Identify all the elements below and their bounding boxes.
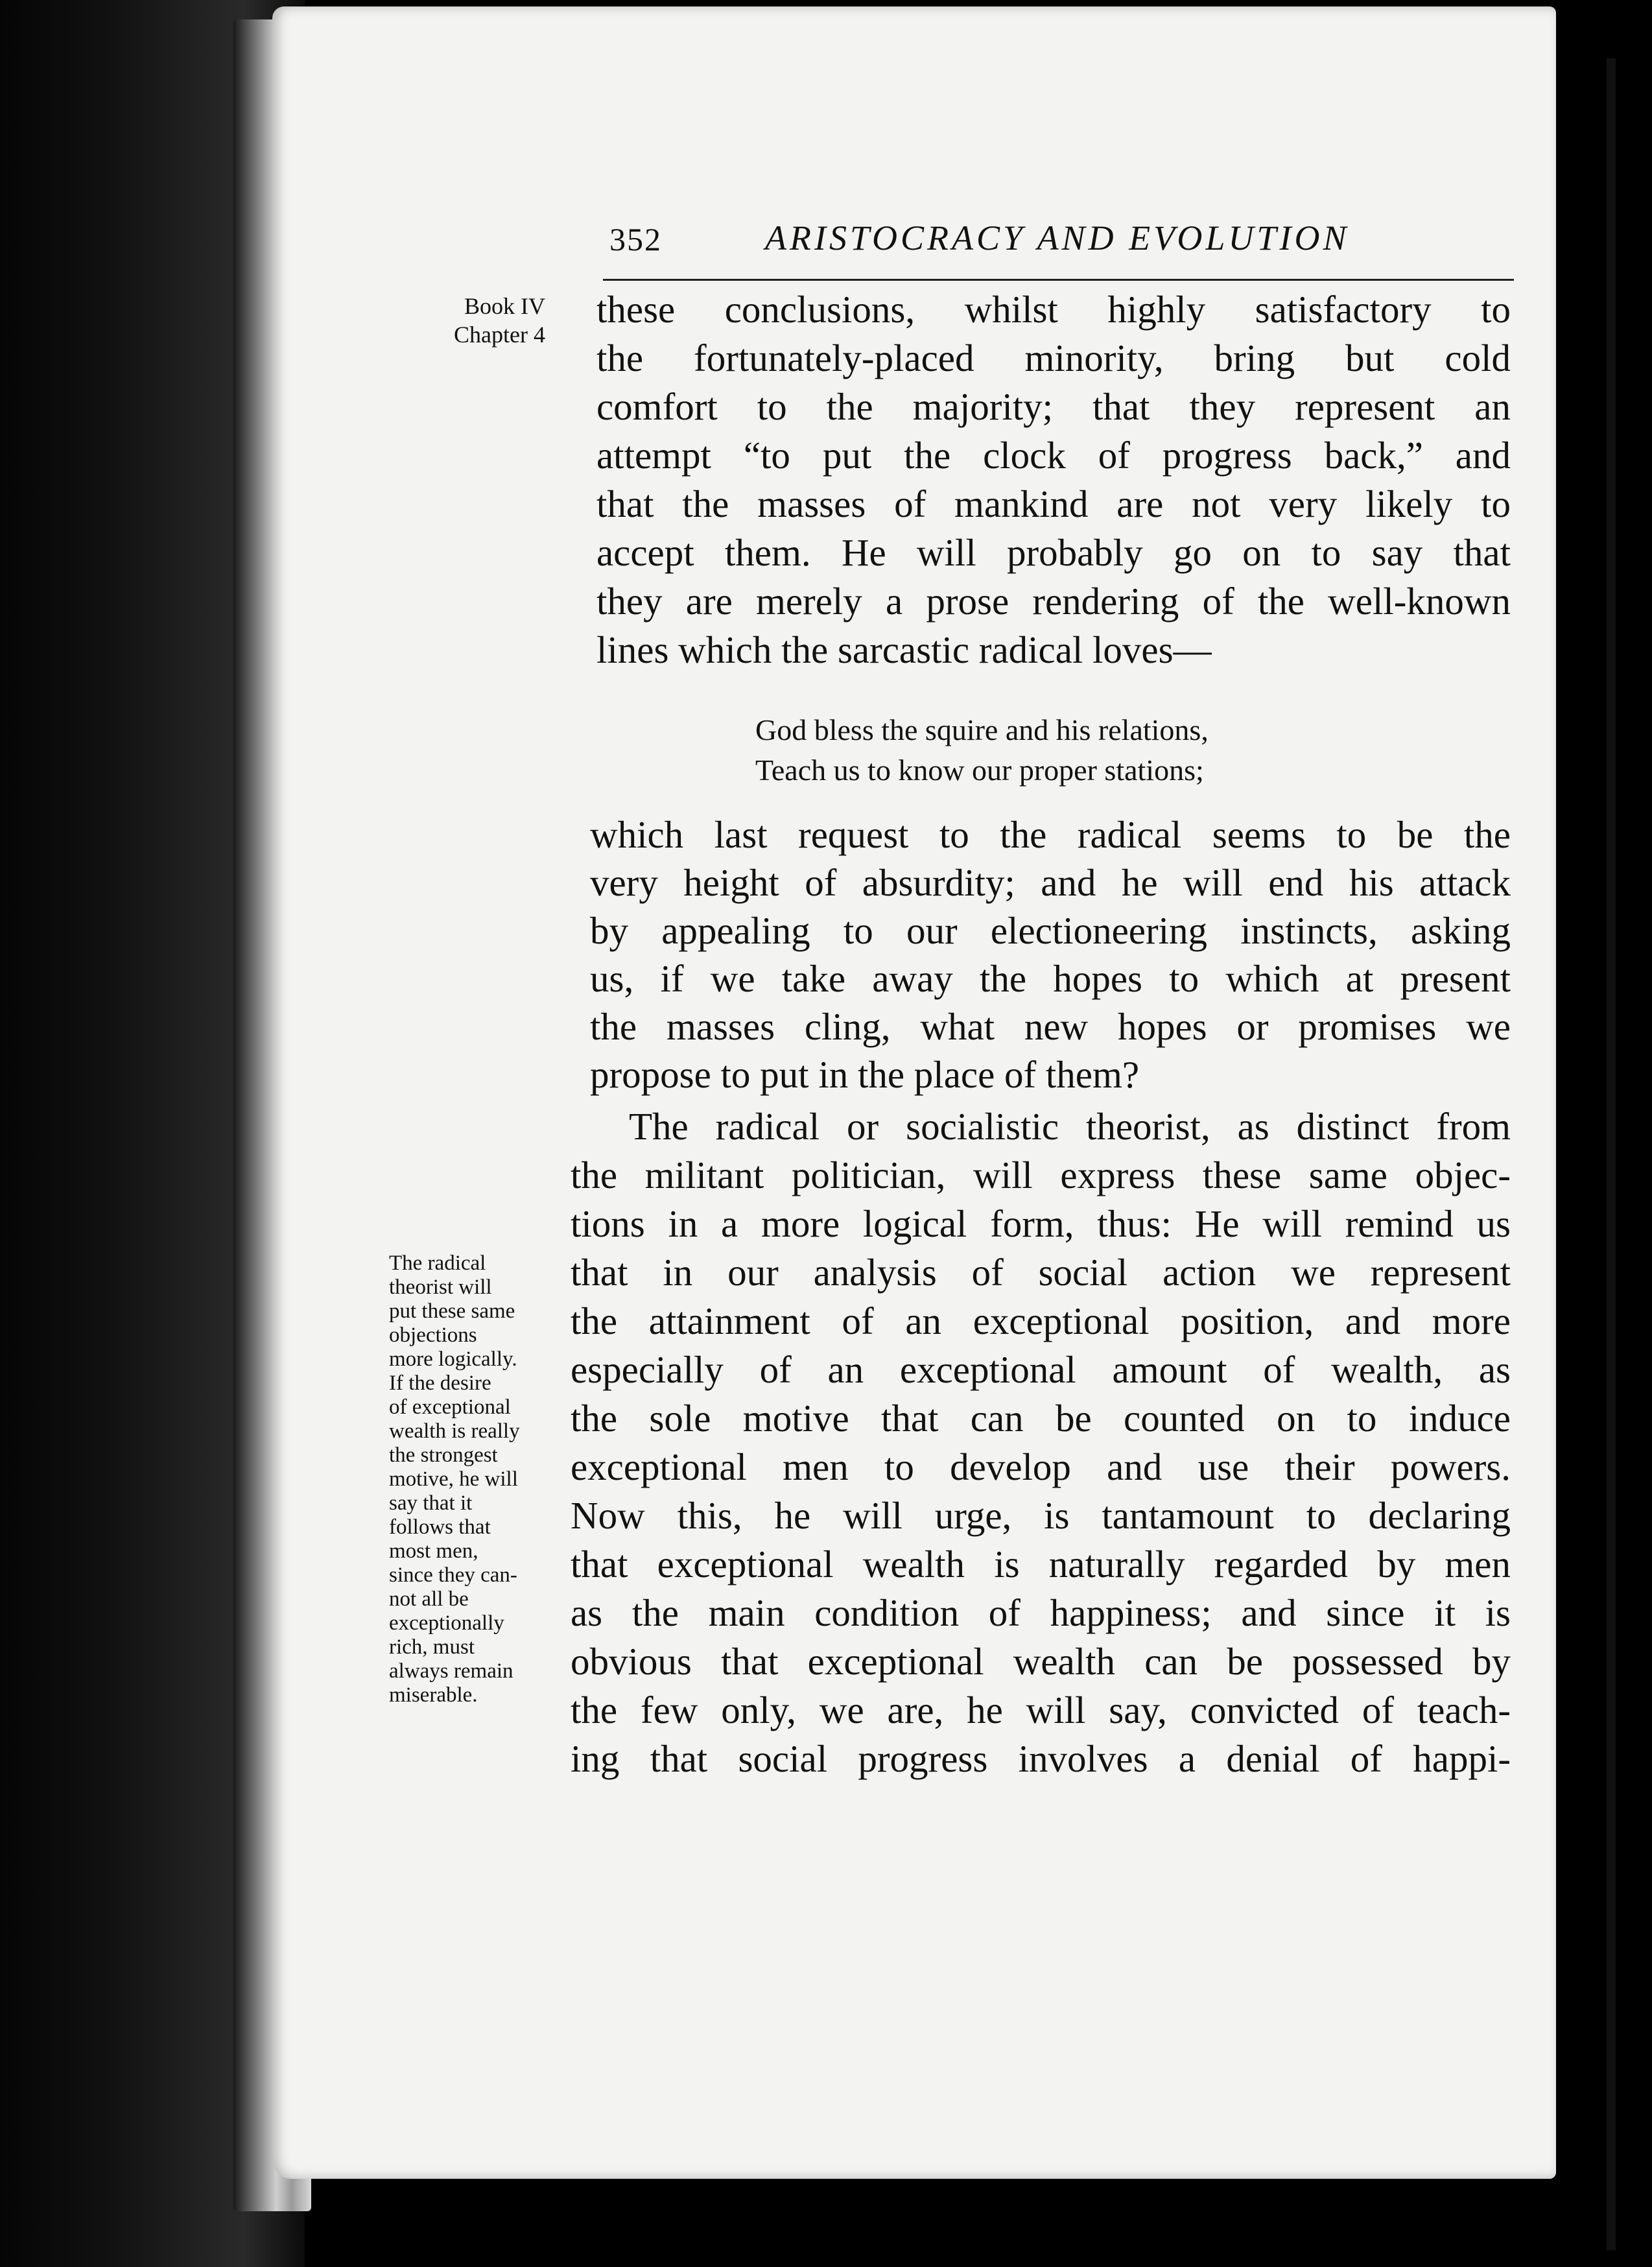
text-line: the attainment of an exceptional position, and more — [571, 1300, 1511, 1342]
running-title: ARISTOCRACY AND EVOLUTION — [765, 219, 1350, 257]
margin-note-line: objections — [389, 1323, 477, 1347]
facing-page-edge — [1607, 58, 1616, 2250]
verse-line: Teach us to know our proper stations; — [755, 754, 1204, 787]
facing-page-shadow — [1556, 39, 1652, 2244]
book-label: Book IV — [464, 293, 545, 319]
margin-note-line: wealth is really — [389, 1419, 520, 1443]
text-line: the sole motive that can be counted on to induce — [571, 1397, 1511, 1440]
text-line: ing that social progress involves a denial of happi- — [571, 1737, 1511, 1780]
text-line: as the main condition of happiness; and since it is — [571, 1591, 1511, 1634]
verse-line: God bless the squire and his relations, — [755, 713, 1209, 746]
text-line: the few only, we are, he will say, convicted of teach- — [571, 1689, 1511, 1731]
running-header — [609, 214, 1511, 266]
margin-note-line: put these same — [389, 1300, 515, 1323]
margin-note-line: follows that — [389, 1515, 491, 1539]
text-line: the fortunately-placed minority, bring but cold — [596, 337, 1511, 379]
text-line: these conclusions, whilst highly satisfactory to — [596, 288, 1511, 331]
text-line: especially of an exceptional amount of wealth, as — [571, 1348, 1511, 1391]
paragraph-1 — [596, 285, 1511, 674]
margin-note-line: more logically. — [389, 1347, 517, 1371]
text-line: propose to put in the place of them? — [590, 1053, 1140, 1096]
text-line: by appealing to our electioneering instincts, asking — [590, 909, 1511, 952]
text-line: very height of absurdity; and he will end his attack — [590, 861, 1511, 904]
text-line: The radical or socialistic theorist, as distinct from — [629, 1105, 1511, 1148]
margin-note-line: always remain — [389, 1659, 513, 1683]
paragraph-2 — [590, 811, 1511, 1098]
text-line: the militant politician, will express these same objec- — [571, 1154, 1511, 1196]
margin-note-line: motive, he will — [389, 1467, 518, 1491]
margin-note-line: not all be — [389, 1587, 469, 1611]
text-line: attempt “to put the clock of progress back,” and — [596, 434, 1511, 477]
text-line: tions in a more logical form, thus: He will remind us — [571, 1202, 1511, 1245]
text-line: accept them. He will probably go on to say that — [596, 531, 1511, 574]
text-line: lines which the sarcastic radical loves— — [596, 628, 1212, 671]
page-number: 352 — [609, 221, 662, 257]
margin-note-line: miserable. — [389, 1683, 478, 1707]
text-line: that the masses of mankind are not very likely to — [596, 482, 1511, 525]
text-line: which last request to the radical seems to be the — [590, 813, 1511, 856]
text-line: the masses cling, what new hopes or promises we — [590, 1005, 1511, 1048]
header-rule — [603, 279, 1514, 281]
book-chapter-reference — [454, 292, 545, 349]
margin-note-line: If the desire — [389, 1371, 491, 1395]
margin-note-line: exceptionally — [389, 1611, 504, 1635]
margin-note-line: of exceptional — [389, 1395, 511, 1419]
margin-note-line: since they can- — [389, 1563, 517, 1587]
text-line: that in our analysis of social action we represent — [571, 1251, 1511, 1294]
margin-note — [389, 1252, 584, 1707]
margin-note-line: most men, — [389, 1539, 478, 1563]
margin-note-line: rich, must — [389, 1635, 475, 1659]
margin-note-line: say that it — [389, 1491, 473, 1515]
text-line: exceptional men to develop and use their powers. — [571, 1445, 1511, 1488]
verse-quotation — [755, 710, 1209, 790]
text-line: us, if we take away the hopes to which at present — [590, 957, 1511, 1000]
text-line: Now this, he will urge, is tantamount to declaring — [571, 1494, 1511, 1537]
text-line: they are merely a prose rendering of the well-known — [596, 580, 1511, 623]
text-line: obvious that exceptional wealth can be possessed by — [571, 1640, 1511, 1683]
text-line: comfort to the majority; that they represent an — [596, 385, 1511, 428]
margin-note-line: theorist will — [389, 1276, 492, 1299]
paragraph-3 — [571, 1102, 1511, 1783]
margin-note-line: The radical — [389, 1252, 486, 1275]
text-line: that exceptional wealth is naturally regarded by men — [571, 1543, 1511, 1585]
margin-note-line: the strongest — [389, 1443, 498, 1467]
chapter-label: Chapter 4 — [454, 322, 545, 348]
